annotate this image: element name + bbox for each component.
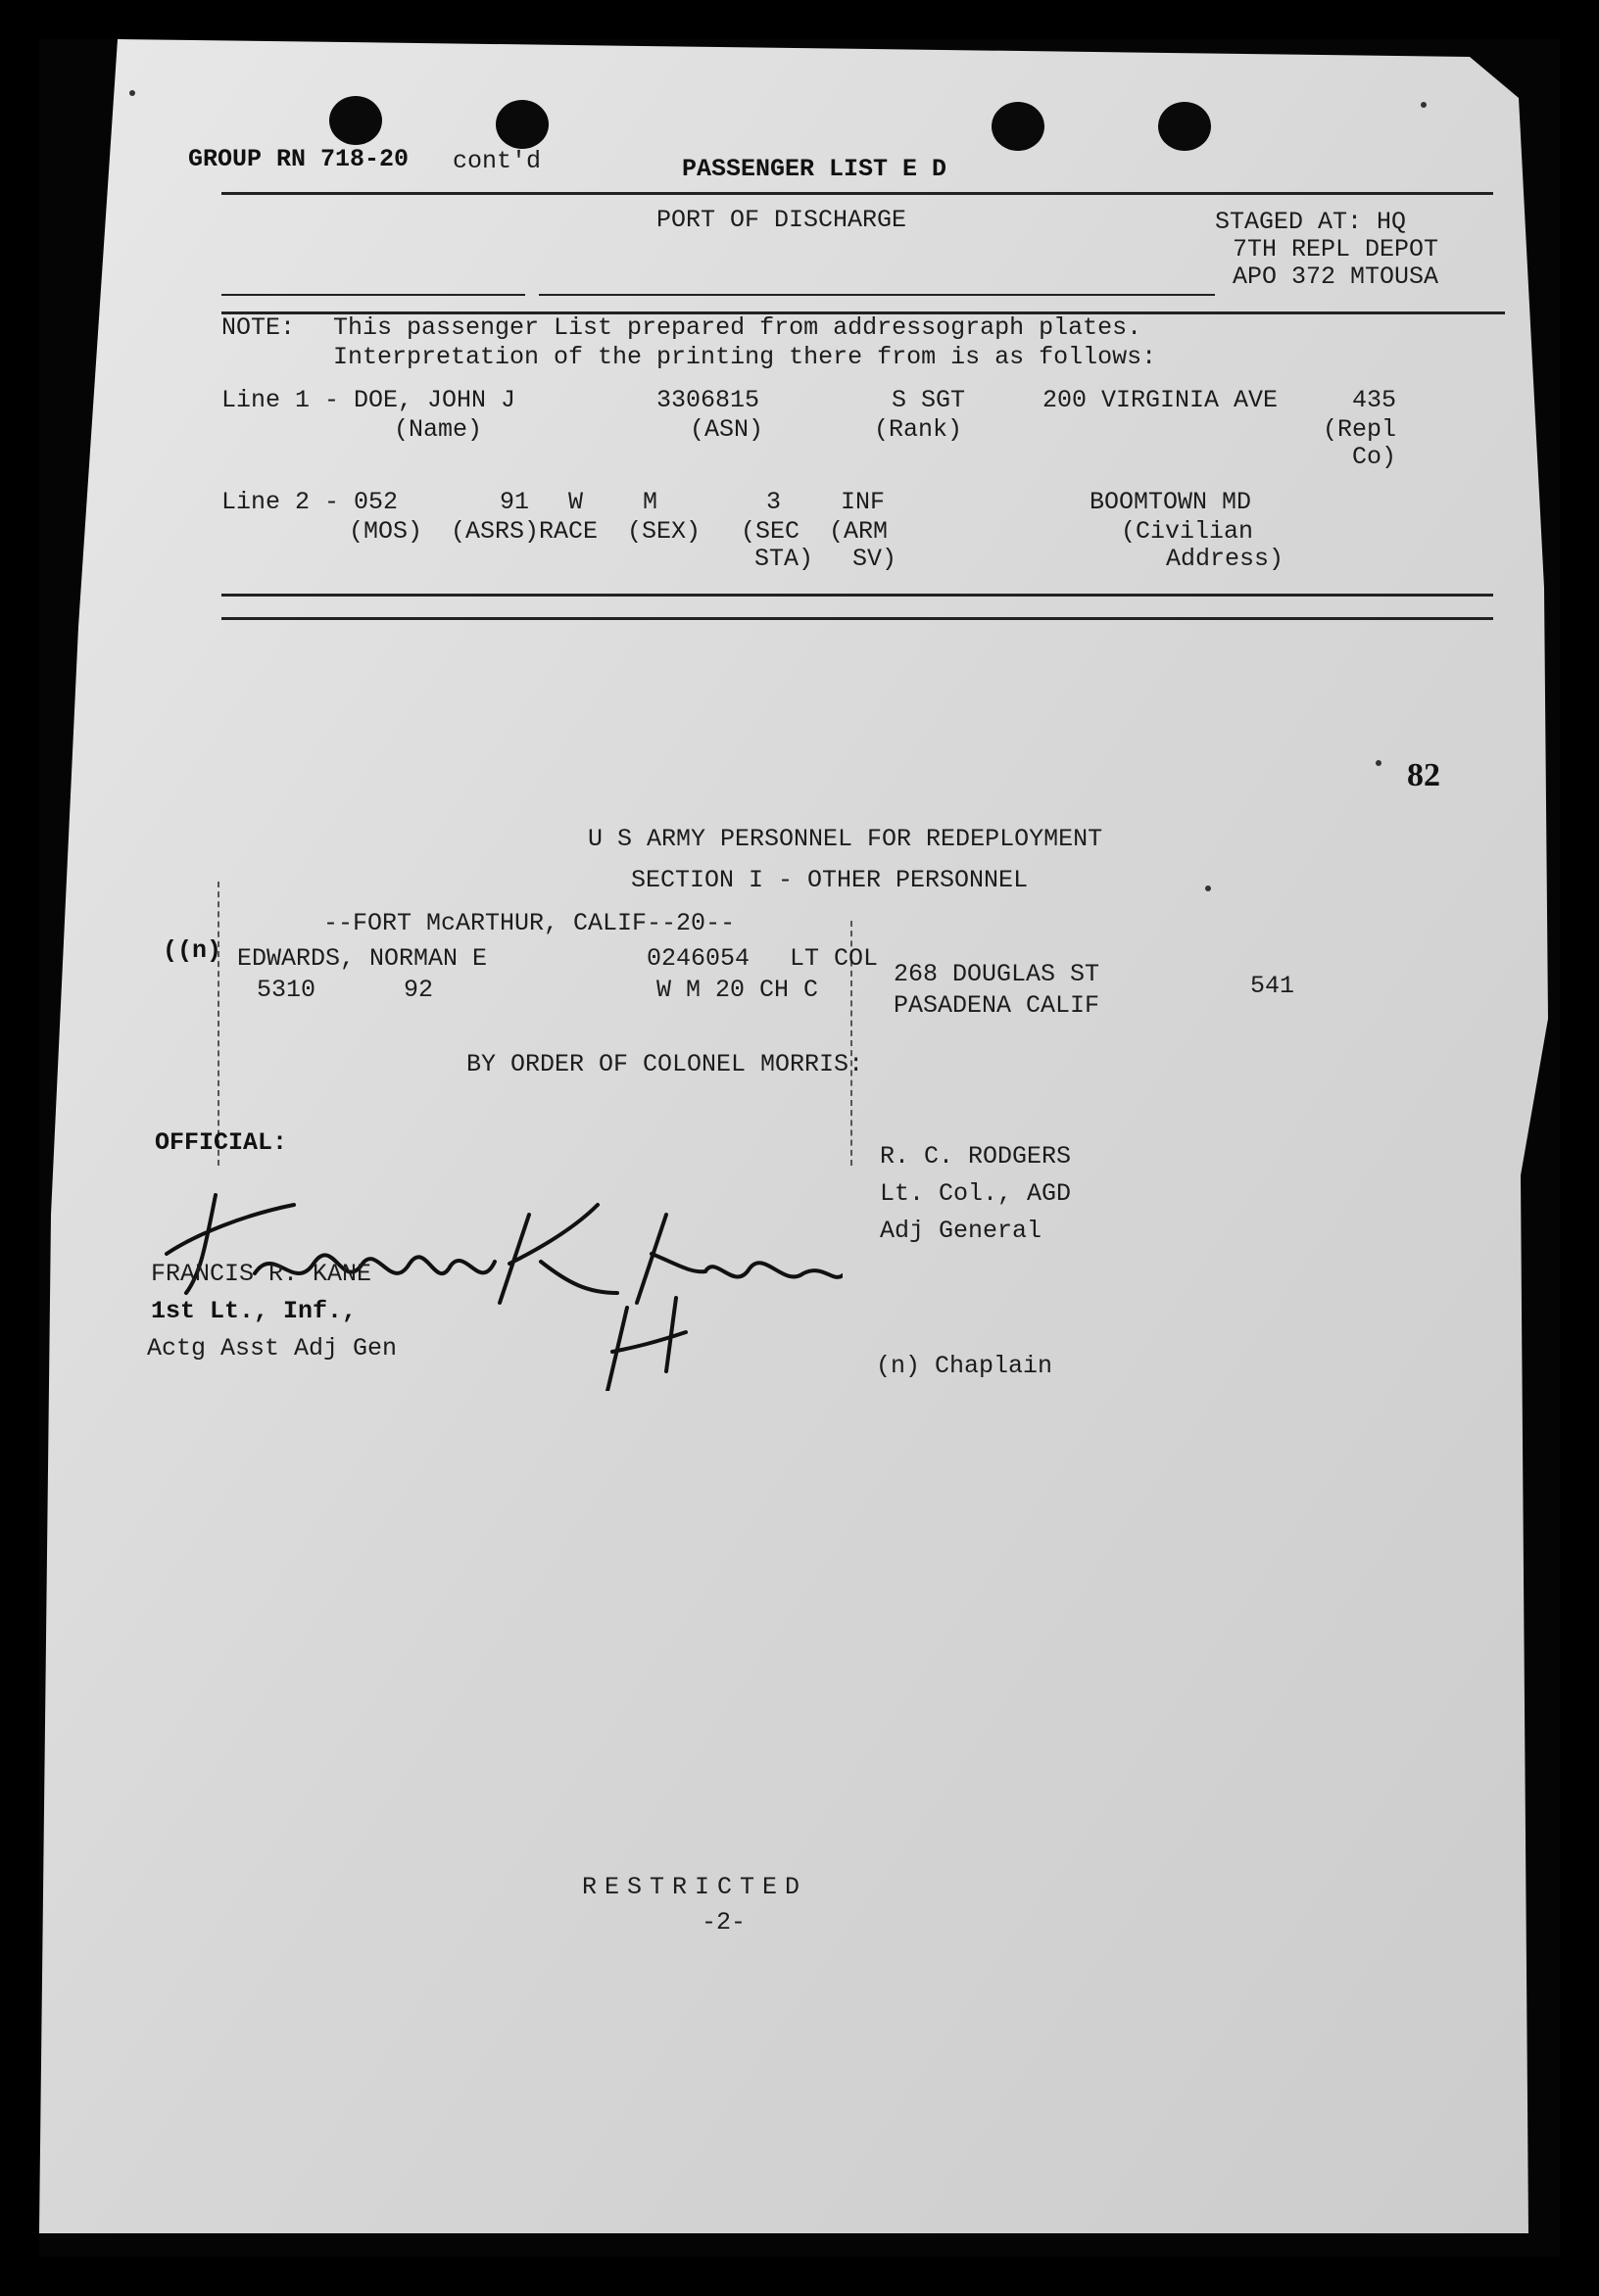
official-name: FRANCIS R. KANE <box>151 1260 372 1288</box>
signer-title: Adj General <box>880 1217 1042 1245</box>
sample-sec: 3 <box>766 488 782 516</box>
note-bottom-rule-2 <box>221 617 1493 620</box>
caption-sex: (SEX) <box>627 517 702 546</box>
signer-rank: Lt. Col., AGD <box>880 1179 1072 1208</box>
punch-hole <box>329 96 382 145</box>
caption-name: (Name) <box>394 415 483 444</box>
punch-hole <box>992 102 1044 151</box>
section-heading: U S ARMY PERSONNEL FOR REDEPLOYMENT <box>588 825 1103 853</box>
document-page <box>39 39 1560 2257</box>
caption-sta: STA) <box>754 545 814 573</box>
caption-sv: SV) <box>852 545 897 573</box>
entry-rank: LT COL <box>790 944 879 973</box>
note-text-a: This passenger List prepared from addressograph plates. <box>333 313 1142 342</box>
footnote-chaplain: (n) Chaplain <box>876 1352 1053 1380</box>
section-subheading: SECTION I - OTHER PERSONNEL <box>631 866 1029 894</box>
divider-rule <box>539 294 1215 296</box>
sample-sex: M <box>643 488 658 516</box>
punch-hole <box>1158 102 1211 151</box>
official-rank: 1st Lt., Inf., <box>151 1297 358 1325</box>
sample-asn: 3306815 <box>656 386 760 414</box>
sample-rank: S SGT <box>892 386 966 414</box>
entry-asn: 0246054 <box>647 944 751 973</box>
entry-code: 541 <box>1250 972 1295 1000</box>
entry-address: 268 DOUGLAS ST <box>894 960 1100 988</box>
entry-city: PASADENA CALIF <box>894 991 1100 1013</box>
caption-mos: (MOS) <box>349 517 423 546</box>
note-bottom-rule <box>221 594 1493 597</box>
sample-asrs: 91 <box>500 488 530 516</box>
sample-address: 200 VIRGINIA AVE <box>1042 386 1279 414</box>
note-text-b: Interpretation of the printing there from is as follows: <box>333 343 1157 371</box>
caption-sec: (SEC <box>741 517 800 546</box>
sample-race: W <box>568 488 584 516</box>
caption-asrs-race: (ASRS)RACE <box>451 517 599 546</box>
note-label: NOTE: <box>221 313 296 342</box>
header-rule <box>221 192 1493 195</box>
signer-name: R. C. RODGERS <box>880 1142 1072 1171</box>
footer-page-number: -2- <box>702 1908 747 1937</box>
station-header: --FORT McARTHUR, CALIF--20-- <box>323 909 736 937</box>
port-of-discharge: PORT OF DISCHARGE <box>656 206 907 234</box>
by-order-line: BY ORDER OF COLONEL MORRIS: <box>466 1050 864 1078</box>
official-label: OFFICIAL: <box>155 1128 288 1157</box>
sample-arm: INF <box>841 488 886 516</box>
entry-codes: W M 20 CH C <box>656 976 819 1004</box>
official-title: Actg Asst Adj Gen <box>147 1334 398 1363</box>
sample-repl: 435 <box>1352 386 1397 414</box>
punch-hole <box>496 100 549 149</box>
speck <box>129 90 135 96</box>
divider-rule <box>221 294 525 296</box>
speck <box>1205 885 1211 891</box>
sample-line2-label: Line 2 - 052 <box>221 488 399 516</box>
margin-dash-line <box>218 882 221 1166</box>
group-number: GROUP RN 718-20 <box>188 145 410 173</box>
classification-marking: RESTRICTED <box>582 1873 808 1901</box>
caption-civilian: (Civilian <box>1121 517 1254 546</box>
caption-repl: (Repl <box>1323 415 1397 444</box>
entry-asrs: 92 <box>404 976 434 1004</box>
list-title: PASSENGER LIST E D <box>682 155 947 183</box>
caption-arm: (ARM <box>829 517 889 546</box>
caption-address: Address) <box>1166 545 1284 573</box>
staged-at: STAGED AT: HQ <box>1215 208 1407 236</box>
page-number-stamp: 82 <box>1407 757 1440 793</box>
entry-name: EDWARDS, NORMAN E <box>237 944 488 973</box>
sample-line1-label: Line 1 - DOE, JOHN J <box>221 386 516 414</box>
entry-mos: 5310 <box>257 976 316 1004</box>
speck <box>1421 102 1427 108</box>
speck <box>1376 760 1381 766</box>
apo: APO 372 MTOUSA <box>1233 263 1439 291</box>
sample-city: BOOMTOWN MD <box>1090 488 1252 516</box>
depot: 7TH REPL DEPOT <box>1233 235 1439 263</box>
contd-label: cont'd <box>453 147 542 175</box>
entry-marker: ((n) <box>163 936 222 965</box>
caption-co: Co) <box>1352 443 1397 471</box>
caption-rank: (Rank) <box>874 415 963 444</box>
caption-asn: (ASN) <box>690 415 764 444</box>
